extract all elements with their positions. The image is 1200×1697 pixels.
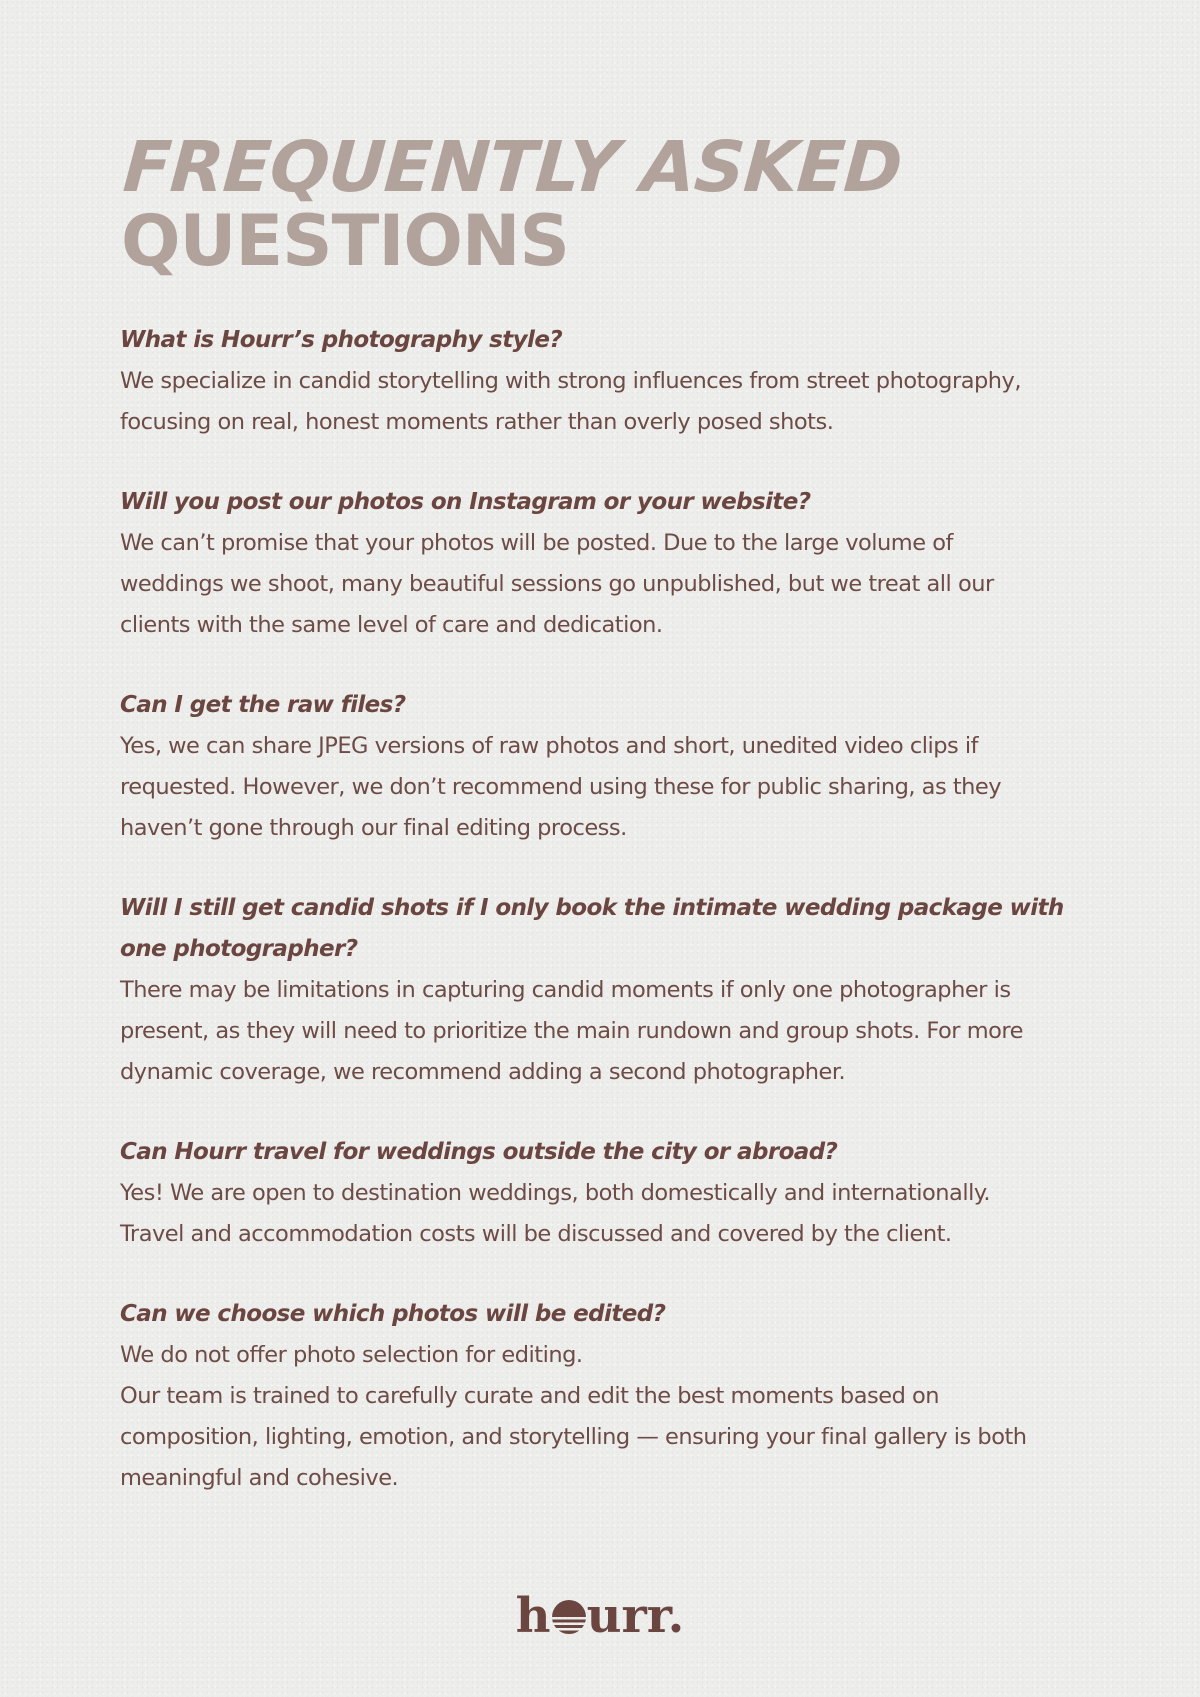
faq-answer-line: Travel and accommodation costs will be discussed and covered by the client. (120, 1221, 952, 1247)
faq-item-photo-selection (120, 1294, 1080, 1499)
faq-answer-line: meaningful and cohesive. (120, 1465, 399, 1491)
logo-text-start: h (515, 1588, 551, 1644)
faq-answer-line: We can’t promise that your photos will be posted. Due to the large volume of (120, 530, 953, 556)
faq-answer-line: dynamic coverage, we recommend adding a second photographer. (120, 1059, 846, 1085)
faq-question: Will you post our photos on Instagram or your website? (120, 489, 811, 515)
faq-question: Can Hourr travel for weddings outside the city or abroad? (120, 1139, 838, 1165)
faq-item-one-photographer (120, 888, 1080, 1093)
faq-answer-line: weddings we shoot, many beautiful sessions go unpublished, but we treat all our (120, 571, 994, 597)
faq-answer (120, 1173, 1080, 1255)
faq-answer-line: Yes, we can share JPEG versions of raw photos and short, unedited video clips if (120, 733, 979, 759)
faq-answer (120, 726, 1080, 849)
faq-answer-line: There may be limitations in capturing candid moments if only one photographer is (120, 977, 1011, 1003)
faq-answer-line: focusing on real, honest moments rather than overly posed shots. (120, 409, 834, 435)
faq-question: Can we choose which photos will be edited? (120, 1301, 666, 1327)
faq-answer-line: We specialize in candid storytelling with strong influences from street photography, (120, 368, 1022, 394)
faq-answer-line: requested. However, we don’t recommend using these for public sharing, as they (120, 774, 1002, 800)
faq-item-instagram-posting (120, 482, 1080, 646)
page-title (120, 126, 905, 282)
faq-question: Can I get the raw files? (120, 692, 406, 718)
faq-answer-line: Our team is trained to carefully curate and edit the best moments based on (120, 1383, 940, 1409)
faq-question: What is Hourr’s photography style? (120, 327, 563, 353)
faq-item-raw-files (120, 685, 1080, 849)
sunset-o-icon (552, 1600, 586, 1634)
faq-list (120, 320, 1080, 1538)
faq-answer-line: clients with the same level of care and dedication. (120, 612, 663, 638)
faq-answer (120, 970, 1080, 1093)
faq-answer (120, 523, 1080, 646)
faq-question-line: Will I still get candid shots if I only book the intimate wedding package with (120, 895, 1064, 921)
faq-answer-line: composition, lighting, emotion, and storytelling — ensuring your final gallery is both (120, 1424, 1027, 1450)
hourr-logo (0, 1588, 1200, 1644)
faq-answer-line: We do not offer photo selection for editing. (120, 1342, 583, 1368)
page-title-line-2: QUESTIONS (121, 200, 569, 282)
faq-answer-line: haven’t gone through our final editing process. (120, 815, 627, 841)
faq-question (120, 888, 1080, 970)
faq-answer (120, 361, 1080, 443)
faq-answer-line: Yes! We are open to destination weddings, both domestically and internationally. (120, 1180, 991, 1206)
faq-answer (120, 1335, 1080, 1499)
page-title-line-1: FREQUENTLY ASKED (120, 126, 905, 208)
faq-question-line: one photographer? (120, 936, 358, 962)
faq-item-photography-style (120, 320, 1080, 443)
faq-answer-line: present, as they will need to prioritize the main rundown and group shots. For more (120, 1018, 1023, 1044)
faq-item-travel (120, 1132, 1080, 1255)
logo-text-end: urr. (586, 1588, 685, 1644)
